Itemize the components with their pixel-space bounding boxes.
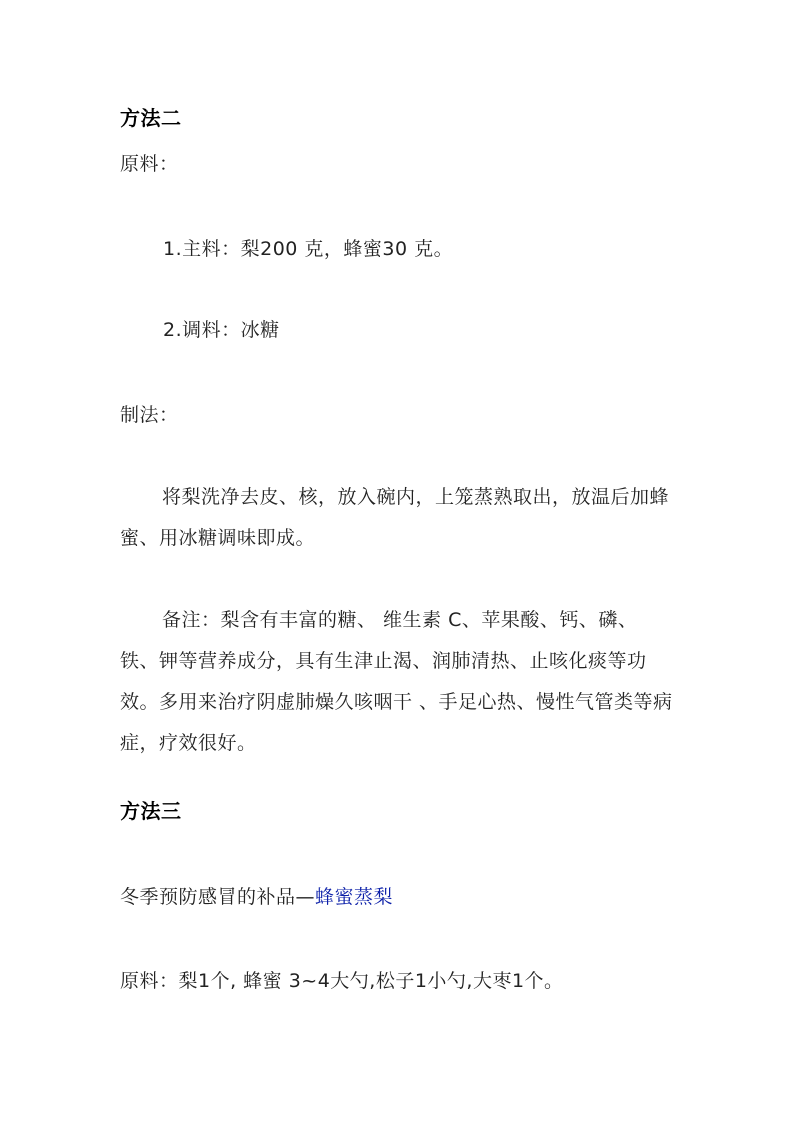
honey-pear-link[interactable]: 蜂蜜蒸梨	[315, 886, 394, 908]
method-three-subtitle	[120, 885, 680, 909]
note-text: 备注：梨含有丰富的糖、 维生素 C、苹果酸、钙、磷、铁、钾等营养成分，具有生津止渴、润肺清热、止咳化痰等功效。多用来治疗阴虚肺燥久咳咽干 、手足心热、慢性气管类等病症，疗效很好。	[120, 609, 673, 754]
subtitle-prefix: 冬季预防感冒的补品—	[120, 886, 316, 908]
method-text: 将梨洗净去皮、核，放入碗内，上笼蒸熟取出，放温后加蜂蜜、用冰糖调味即成。	[120, 486, 670, 549]
method-two-heading: 方法二	[120, 106, 182, 130]
method-three-heading: 方法三	[120, 799, 182, 823]
method-three-ingredients: 原料：梨1个, 蜂蜜 3~4大勺,松子1小勺,大枣1个。	[120, 970, 564, 992]
ingredients-label: 原料：	[120, 153, 179, 175]
method-label: 制法：	[120, 404, 179, 426]
note-paragraph	[120, 600, 676, 764]
main-ingredients-item: 1.主料：梨200 克，蜂蜜30 克。	[163, 238, 454, 260]
seasoning-item: 2.调料：冰糖	[163, 319, 280, 341]
method-paragraph	[120, 477, 676, 559]
